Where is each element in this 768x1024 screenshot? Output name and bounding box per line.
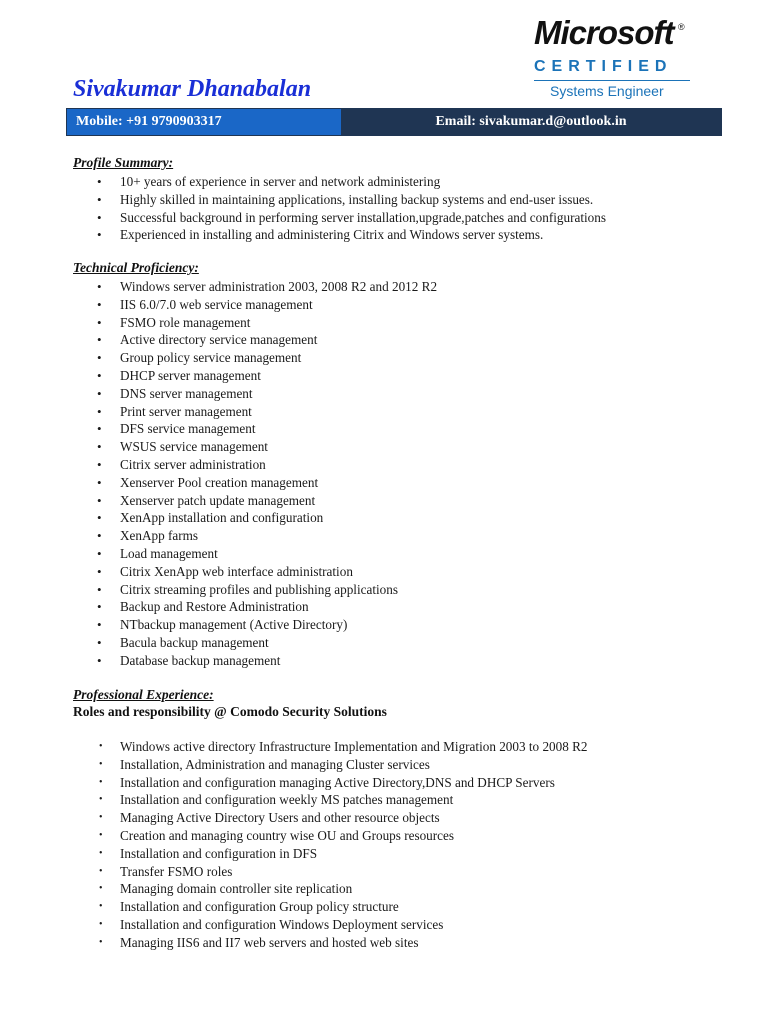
bullet-icon: •: [97, 474, 102, 490]
list-item: [0, 367, 437, 385]
logo-certified: CERTIFIED: [534, 58, 673, 75]
list-item-text: Managing Active Directory Users and other resource objects: [120, 810, 440, 826]
list-item-text: Active directory service management: [120, 332, 318, 348]
bullet-icon: •: [97, 634, 102, 650]
list-item-text: Installation and configuration managing Active Directory,DNS and DHCP Servers: [120, 774, 555, 790]
list-item: [0, 863, 588, 881]
bullet-icon: •: [97, 652, 102, 668]
list-item-text: Print server management: [120, 403, 252, 419]
bullet-icon: •: [99, 883, 103, 895]
list-item-text: Load management: [120, 545, 218, 561]
bullet-icon: •: [97, 510, 102, 526]
bullet-icon: •: [97, 385, 102, 401]
bullet-icon: •: [97, 332, 102, 348]
list-item-text: FSMO role management: [120, 314, 251, 330]
list-item-text: Managing IIS6 and II7 web servers and hosted web sites: [120, 934, 419, 950]
list-item-text: Citrix XenApp web interface administration: [120, 563, 353, 579]
list-item: [0, 385, 437, 403]
bullet-icon: •: [97, 296, 102, 312]
bullet-icon: •: [97, 599, 102, 615]
list-item-text: DFS service management: [120, 421, 256, 437]
list-item: [0, 509, 437, 527]
list-item: [0, 349, 437, 367]
list-item: [0, 738, 588, 756]
list-item: [0, 598, 437, 616]
list-item-text: Creation and managing country wise OU and Groups resources: [120, 827, 454, 843]
bullet-icon: •: [97, 528, 102, 544]
mobile-number: Mobile: +91 9790903317: [67, 109, 341, 135]
list-item: [0, 438, 437, 456]
list-item-text: Bacula backup management: [120, 634, 269, 650]
bullet-icon: •: [99, 794, 103, 806]
technical-proficiency-heading: Technical Proficiency:: [73, 260, 199, 275]
bullet-icon: •: [99, 741, 103, 752]
list-item-text: Xenserver Pool creation management: [120, 474, 319, 490]
list-item: [0, 756, 588, 774]
bullet-icon: •: [97, 279, 102, 294]
list-item: [0, 278, 437, 296]
bullet-icon: •: [97, 403, 102, 419]
bullet-icon: •: [97, 617, 102, 633]
bullet-icon: •: [99, 776, 103, 788]
list-item: [0, 581, 437, 599]
list-item-text: Xenserver patch update management: [120, 492, 316, 508]
bullet-icon: •: [97, 563, 102, 579]
list-item: [0, 209, 606, 227]
list-item-text: Experienced in installing and administering Citrix and Windows server systems.: [120, 227, 544, 243]
list-item: [0, 616, 437, 634]
logo-title: Systems Engineer: [550, 83, 664, 99]
bullet-icon: •: [97, 492, 102, 508]
list-item: [0, 827, 588, 845]
list-item: [0, 403, 437, 421]
list-item-text: Windows server administration 2003, 2008 R2 and 2012 R2: [120, 279, 438, 294]
bullet-icon: •: [97, 421, 102, 437]
roles-subheading: Roles and responsibility @ Comodo Security Solutions: [73, 704, 387, 719]
list-item: [0, 845, 588, 863]
list-item-text: DHCP server management: [120, 367, 261, 383]
contact-bar: [66, 108, 722, 136]
bullet-icon: •: [99, 758, 103, 770]
list-item-text: DNS server management: [120, 385, 253, 401]
candidate-name: Sivakumar Dhanabalan: [73, 76, 312, 102]
list-item: [0, 492, 437, 510]
list-item: [0, 474, 437, 492]
logo-brand: Microsoft: [534, 14, 674, 51]
bullet-icon: •: [99, 812, 103, 824]
bullet-icon: •: [99, 918, 103, 930]
bullet-icon: •: [97, 227, 102, 243]
list-item: [0, 880, 588, 898]
list-item: [0, 634, 437, 652]
list-item-text: Database backup management: [120, 652, 281, 668]
list-item-text: Group policy service management: [120, 350, 302, 366]
list-item: [0, 898, 588, 916]
registered-mark: ®: [678, 22, 685, 32]
list-item: [0, 527, 437, 545]
list-item: [0, 420, 437, 438]
list-item-text: 10+ years of experience in server and network administering: [120, 174, 441, 189]
list-item-text: Citrix streaming profiles and publishing applications: [120, 581, 398, 597]
bullet-icon: •: [97, 439, 102, 455]
list-item-text: Installation and configuration in DFS: [120, 845, 318, 861]
bullet-icon: •: [97, 581, 102, 597]
list-item-text: Highly skilled in maintaining applications, installing backup systems and end-user issues.: [120, 191, 594, 207]
microsoft-certified-logo: [520, 14, 690, 99]
list-item: [0, 934, 588, 952]
bullet-icon: •: [97, 545, 102, 561]
list-item: [0, 331, 437, 349]
bullet-icon: •: [99, 865, 103, 877]
responsibilities-list: [0, 738, 588, 952]
bullet-icon: •: [97, 209, 102, 225]
bullet-icon: •: [97, 350, 102, 366]
bullet-icon: •: [99, 936, 103, 948]
bullet-icon: •: [97, 314, 102, 330]
list-item-text: XenApp farms: [120, 528, 199, 544]
email-address: Email: sivakumar.d@outlook.in: [341, 109, 721, 135]
list-item-text: Installation, Administration and managing Cluster services: [120, 756, 430, 772]
list-item: [0, 314, 437, 332]
profile-summary-list: [0, 173, 606, 244]
list-item-text: Transfer FSMO roles: [120, 863, 233, 879]
list-item-text: Backup and Restore Administration: [120, 599, 309, 615]
list-item: [0, 791, 588, 809]
list-item: [0, 226, 606, 244]
bullet-icon: •: [97, 367, 102, 383]
bullet-icon: •: [99, 901, 103, 913]
list-item-text: WSUS service management: [120, 439, 268, 455]
list-item-text: NTbackup management (Active Directory): [120, 617, 348, 633]
list-item-text: Citrix server administration: [120, 456, 266, 472]
list-item-text: Installation and configuration Group policy structure: [120, 899, 399, 915]
list-item: [0, 545, 437, 563]
list-item: [0, 173, 606, 191]
list-item-text: XenApp installation and configuration: [120, 510, 324, 526]
list-item-text: IIS 6.0/7.0 web service management: [120, 296, 313, 312]
bullet-icon: •: [97, 191, 102, 207]
bullet-icon: •: [99, 829, 103, 841]
list-item-text: Successful background in performing server installation,upgrade,patches and configurations: [120, 209, 606, 225]
list-item: [0, 916, 588, 934]
list-item: [0, 456, 437, 474]
list-item: [0, 563, 437, 581]
profile-summary-heading: Profile Summary:: [73, 155, 174, 170]
list-item: [0, 296, 437, 314]
bullet-icon: •: [99, 847, 103, 859]
list-item-text: Windows active directory Infrastructure Implementation and Migration 2003 to 2008 R2: [120, 739, 588, 754]
list-item: [0, 191, 606, 209]
list-item-text: Installation and configuration weekly MS patches management: [120, 792, 454, 808]
list-item: [0, 774, 588, 792]
list-item-text: Installation and configuration Windows Deployment services: [120, 916, 444, 932]
bullet-icon: •: [97, 456, 102, 472]
list-item: [0, 809, 588, 827]
logo-rule: [534, 80, 690, 81]
list-item: [0, 652, 437, 670]
list-item-text: Managing domain controller site replication: [120, 881, 353, 897]
professional-experience-heading: Professional Experience:: [73, 687, 214, 702]
bullet-icon: •: [97, 174, 102, 189]
technical-proficiency-list: [0, 278, 437, 670]
